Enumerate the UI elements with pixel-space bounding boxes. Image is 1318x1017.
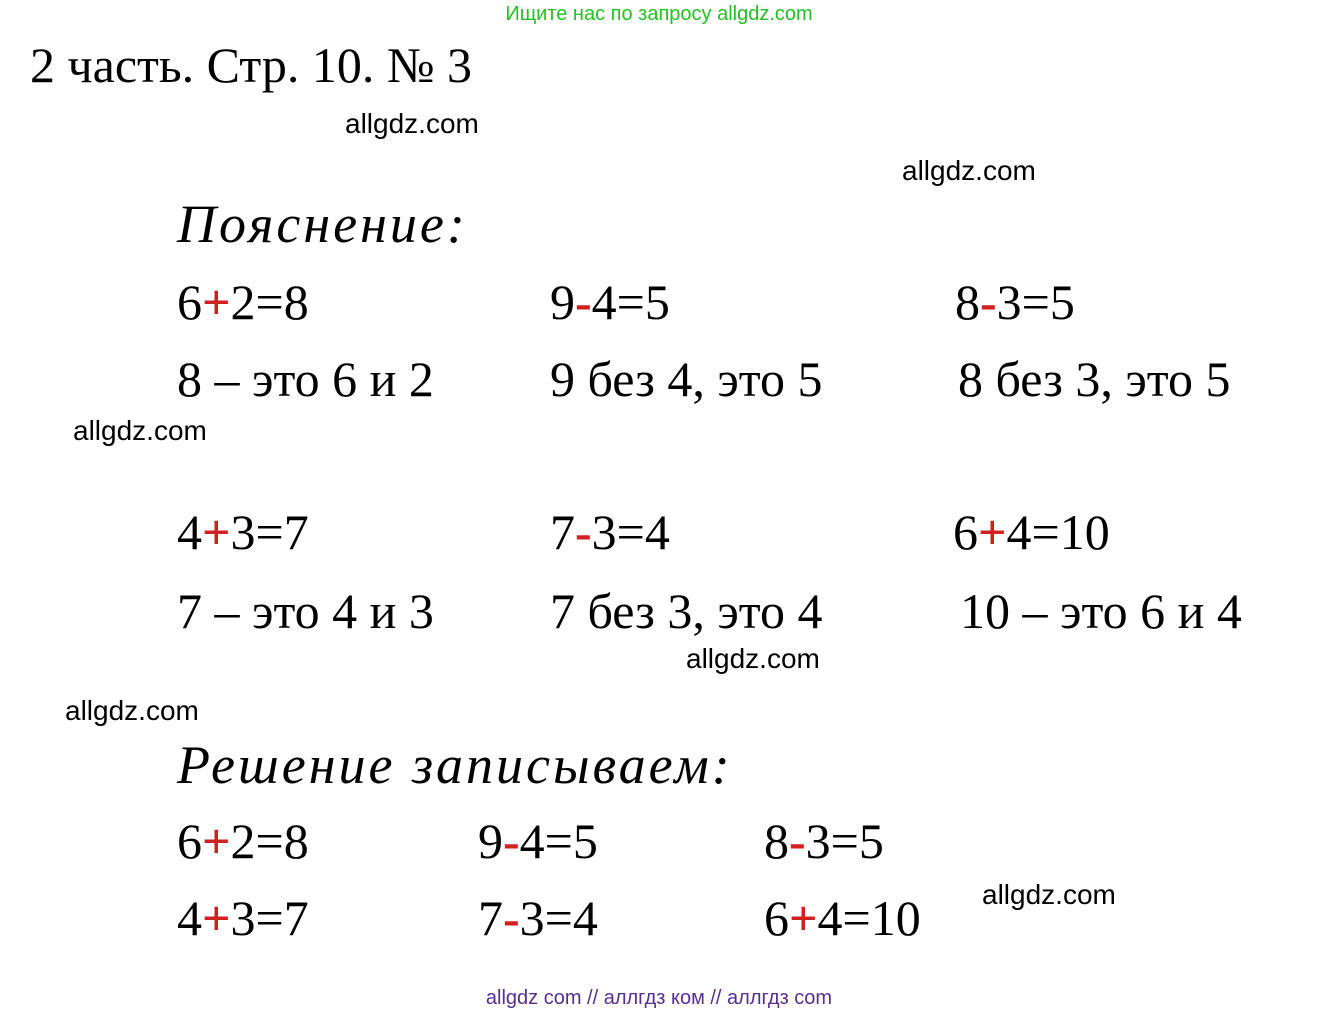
plus-operator: + [202, 890, 231, 946]
explanation-phrase: 8 – это 6 и 2 [177, 351, 434, 407]
footer-links: allgdz com // аллгдз ком // аллгдз com [485, 987, 833, 1009]
solution-equation: 4+3=7 [177, 890, 309, 946]
minus-operator: - [575, 274, 592, 330]
explanation-phrase: 7 – это 4 и 3 [177, 583, 434, 639]
minus-operator: - [980, 274, 997, 330]
watermark: allgdz.com [686, 643, 820, 674]
plus-operator: + [202, 813, 231, 869]
solution-equation: 6+2=8 [177, 813, 309, 869]
minus-operator: - [503, 813, 520, 869]
explanation-phrase: 9 без 4, это 5 [550, 351, 823, 407]
equation: 8-3=5 [955, 274, 1075, 330]
solution-equation: 8-3=5 [764, 813, 884, 869]
explanation-phrase: 7 без 3, это 4 [550, 583, 823, 639]
equation: 6+2=8 [177, 274, 309, 330]
equation: 4+3=7 [177, 504, 309, 560]
minus-operator: - [789, 813, 806, 869]
watermark: allgdz.com [345, 108, 479, 139]
explanation-phrase: 10 – это 6 и 4 [960, 583, 1242, 639]
plus-operator: + [978, 504, 1007, 560]
equation: 7-3=4 [550, 504, 670, 560]
solution-equation: 9-4=5 [478, 813, 598, 869]
watermark: allgdz.com [73, 415, 207, 446]
explanation-heading: Пояснение: [177, 194, 468, 254]
solution-equation: 7-3=4 [478, 890, 598, 946]
minus-operator: - [575, 504, 592, 560]
page-title: 2 часть. Стр. 10. № 3 [30, 37, 473, 93]
equation: 6+4=10 [953, 504, 1110, 560]
watermark: allgdz.com [982, 879, 1116, 910]
solution-heading: Решение записываем: [177, 735, 733, 795]
solution-equation: 6+4=10 [764, 890, 921, 946]
explanation-phrase: 8 без 3, это 5 [958, 351, 1231, 407]
minus-operator: - [503, 890, 520, 946]
plus-operator: + [202, 274, 231, 330]
watermark: allgdz.com [65, 695, 199, 726]
plus-operator: + [202, 504, 231, 560]
plus-operator: + [789, 890, 818, 946]
equation: 9-4=5 [550, 274, 670, 330]
search-banner: Ищите нас по запросу allgdz.com [505, 3, 813, 25]
watermark: allgdz.com [902, 155, 1036, 186]
